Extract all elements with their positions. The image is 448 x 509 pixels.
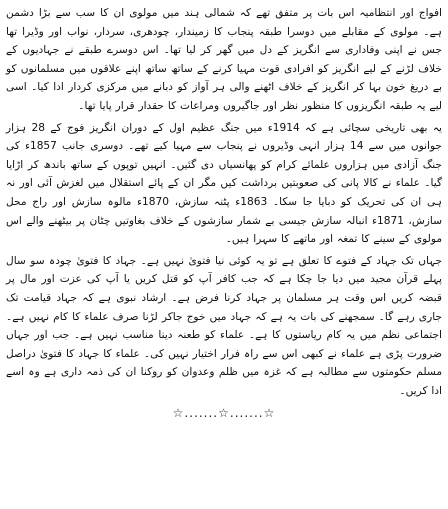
paragraph-1: افواج اور انتظامیہ اس بات پر متفق تھے کہ شمالی ہند میں مولوی ان کا سب سے بڑا دشمن ہے۔ مولوی کے مقابلے میں دوسرا طبقہ پنجاب کا زمیندار، چودھری، سردار، نواب اور وڈیرا تھا جس نے اپنی وفاداری سے انگریز کے دل میں گھر کر لیا تھا۔ اس دوسرے طبقے نے جہادیوں کے خلاف لڑنے کے لیے انگریز کو افرادی قوت مہیا کرنے کے ساتھ ساتھ اپنے علاقوں میں مسلمانوں کو بے دریغ خون بہا کر انگریز کے خلاف اٹھنے والی ہر آواز کو دبانے میں مرکزی کردار ادا کیا۔ اسی لیے یہ طبقہ انگریزوں کا منظور نظر اور جاگیروں ومراعات کا حقدار قرار پایا تھا۔ (6, 7, 442, 112)
star-divider: ☆.......☆.......☆ (172, 406, 276, 421)
paragraph-2: یہ بھی تاریخی سچائی ہے کہ 1914ء میں جنگ عظیم اول کے دوران انگریز فوج کے 28 ہزار جوانوں میں سے 14 ہزار انہی وڈیروں نے پنجاب سے مہیا کیے تھے۔ دوسری جانب 1857ء کی جنگ آزادی میں ہزاروں علمائے کرام کو پھانسیاں دی گئیں۔ انہیں توپوں کے ساتھ باندھ کر اڑایا گیا۔ علماء نے کالا پانی کی صعوبتیں برداشت کیں مگر ان کے پائے استقلال میں لغزش آئی اور نہ ہی ان کی تحریک کو دبایا جا سکا۔ 1863ء پٹنہ سازش، 1870ء مالوہ سازش اور راج محل سازش، 1871ء انبالہ سازش جیسی بے شمار سازشوں کے خلاف بغاوتیں چٹان پر بیٹھنے والے اس مولوی کے سینے کا تمغہ اور ماتھے کا سہرا ہیں۔ (6, 121, 442, 246)
paragraph-3: جہاں تک جہاد کے فتوے کا تعلق ہے تو یہ کوئی نیا فتویٰ نہیں ہے۔ جہاد کا فتویٰ چودہ سو سال پہلے قرآن مجید میں دیا جا چکا ہے کہ جب کافر آپ کو قتل کریں یا آپ کی عزت اور مال پر قبضہ کریں اس وقت ہر مسلمان پر جہاد کرنا فرض ہے۔ ارشاد نبوی ہے کہ جہاد قیامت تک جاری رہے گا۔ سمجھنے کی بات یہ ہے کہ جہاد میں خوج جاکر لڑنا صرف علماء کا کام نہیں ہے۔ اجتماعی نظم میں یہ کام ریاستوں کا ہے۔ علماء کو طعنہ دینا مناسب نہیں ہے۔ جب اور جہاں ضرورت پڑی ہے علماء نے کبھی اس سے راہ فرار اختیار نہیں کی۔ علماء کا جہاد کا فتویٰ دراصل مسلم حکومتوں سے مطالبہ ہے کہ غزہ میں ظلم وعدوان کو روکنا ان کی ذمہ داری ہے وہ اسے ادا کریں۔ (6, 254, 442, 397)
